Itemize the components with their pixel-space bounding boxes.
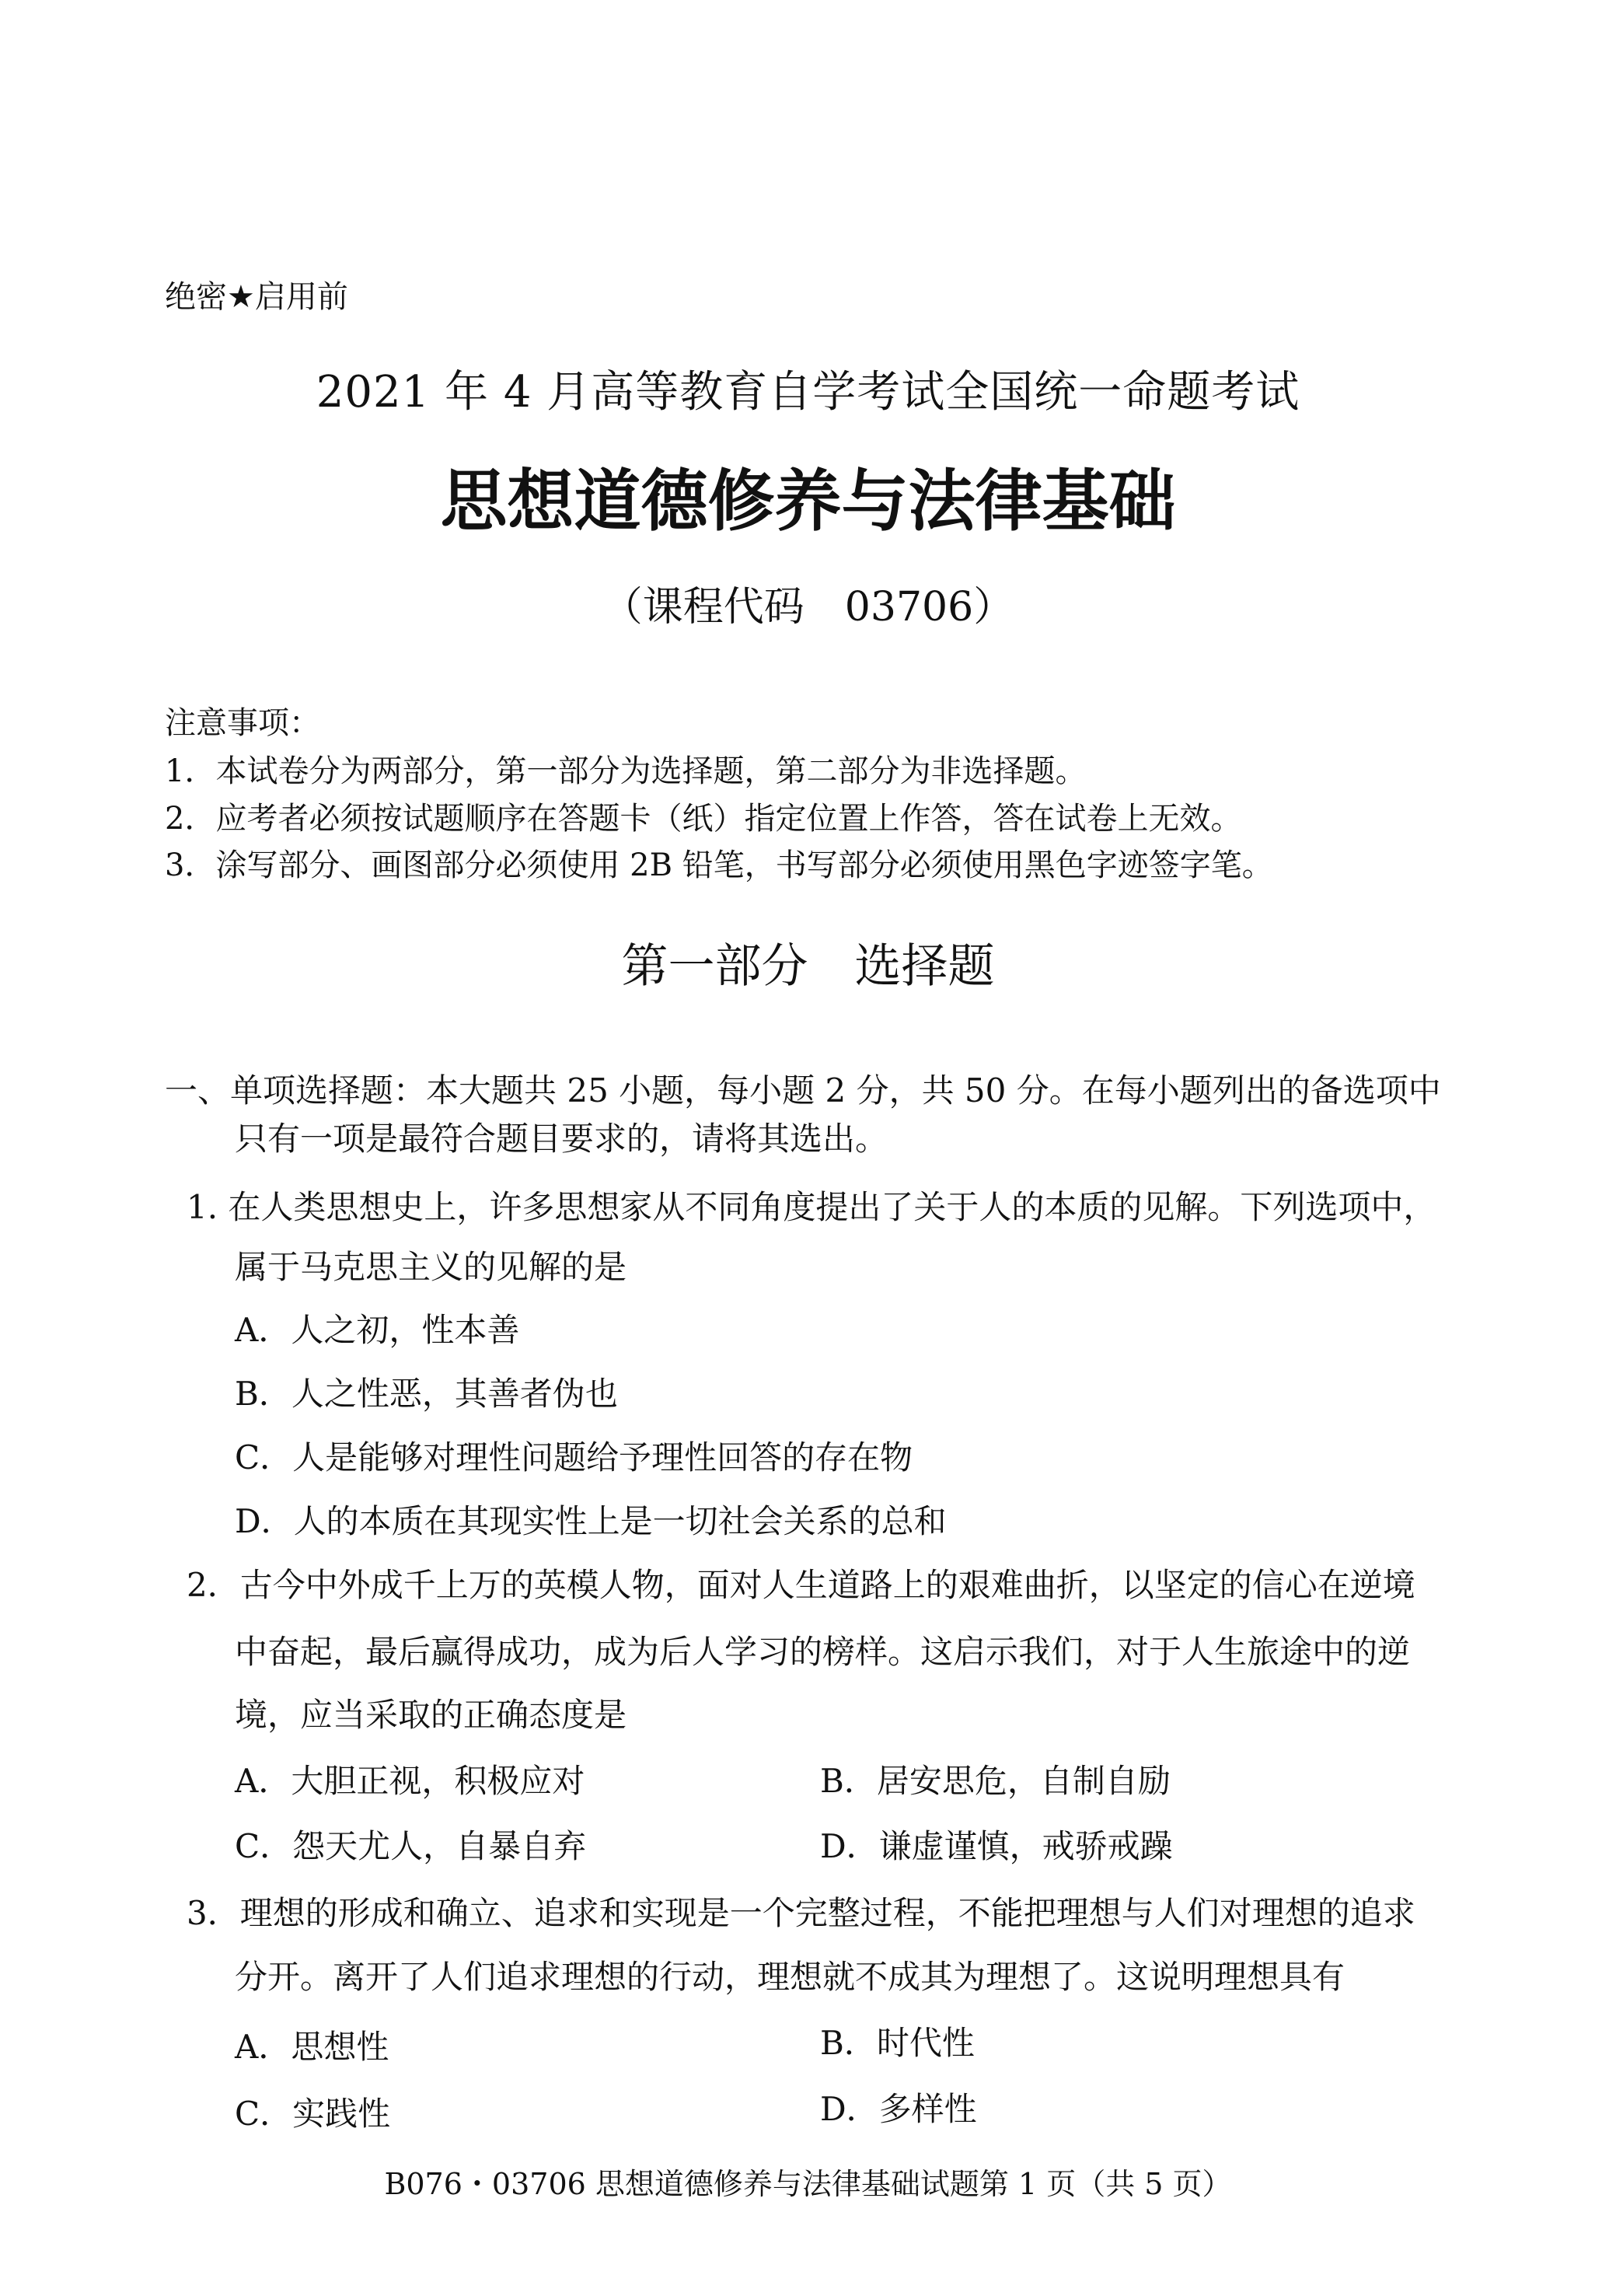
page-footer: B076・03706 思想道德修养与法律基础试题第 1 页（共 5 页） bbox=[384, 2167, 1232, 2201]
section-instruction: 一、单项选择题：本大题共 25 小题，每小题 2 分，共 50 分。在每小题列出的备选项中 bbox=[165, 1071, 1441, 1110]
question-stem: 3．理想的形成和确立、追求和实现是一个完整过程，不能把理想与人们对理想的追求 bbox=[187, 1894, 1415, 1932]
question-stem: 中奋起，最后赢得成功，成为后人学习的榜样。这启示我们，对于人生旅途中的逆 bbox=[235, 1633, 1411, 1671]
subject-title: 思想道德修养与法律基础 bbox=[440, 463, 1176, 540]
option: C．怨天尤人，自暴自弃 bbox=[235, 1827, 587, 1865]
question-stem: 境，应当采取的正确态度是 bbox=[235, 1696, 627, 1734]
part-title: 第一部分 选择题 bbox=[621, 939, 995, 994]
option: D．人的本质在其现实性上是一切社会关系的总和 bbox=[235, 1502, 947, 1540]
option: B．时代性 bbox=[820, 2024, 975, 2062]
notice-item: 1．本试卷分为两部分，第一部分为选择题，第二部分为非选择题。 bbox=[165, 753, 1087, 789]
option: C．实践性 bbox=[235, 2095, 391, 2133]
course-code: （课程代码 03706） bbox=[602, 584, 1014, 631]
option: D．谦虚谨慎，戒骄戒躁 bbox=[820, 1827, 1173, 1865]
option: A．思想性 bbox=[235, 2028, 389, 2066]
question-stem: 属于马克思主义的见解的是 bbox=[235, 1248, 627, 1286]
exam-title: 2021 年 4 月高等教育自学考试全国统一命题考试 bbox=[316, 367, 1300, 418]
notice-title: 注意事项： bbox=[165, 705, 320, 741]
option: B．居安思危，自制自励 bbox=[820, 1762, 1171, 1800]
section-instruction: 只有一项是最符合题目要求的，请将其选出。 bbox=[235, 1120, 888, 1158]
notice-item: 2．应考者必须按试题顺序在答题卡（纸）指定位置上作答，答在试卷上无效。 bbox=[165, 801, 1242, 837]
question-stem: 1. 在人类思想史上，许多思想家从不同角度提出了关于人的本质的见解。下列选项中， bbox=[187, 1188, 1436, 1226]
option: A．大胆正视，积极应对 bbox=[235, 1762, 585, 1800]
question-stem: 分开。离开了人们追求理想的行动，理想就不成其为理想了。这说明理想具有 bbox=[235, 1958, 1346, 1996]
option: C．人是能够对理性问题给予理性回答的存在物 bbox=[235, 1438, 913, 1476]
confidential-mark: 绝密★启用前 bbox=[165, 279, 348, 315]
notice-item: 3．涂写部分、画图部分必须使用 2B 铅笔，书写部分必须使用黑色字迹签字笔。 bbox=[165, 847, 1273, 883]
option: B．人之性恶，其善者伪也 bbox=[235, 1375, 618, 1413]
option: D．多样性 bbox=[820, 2090, 977, 2128]
option: A．人之初，性本善 bbox=[235, 1311, 520, 1349]
question-stem: 2．古今中外成千上万的英模人物，面对人生道路上的艰难曲折，以坚定的信心在逆境 bbox=[187, 1566, 1415, 1604]
